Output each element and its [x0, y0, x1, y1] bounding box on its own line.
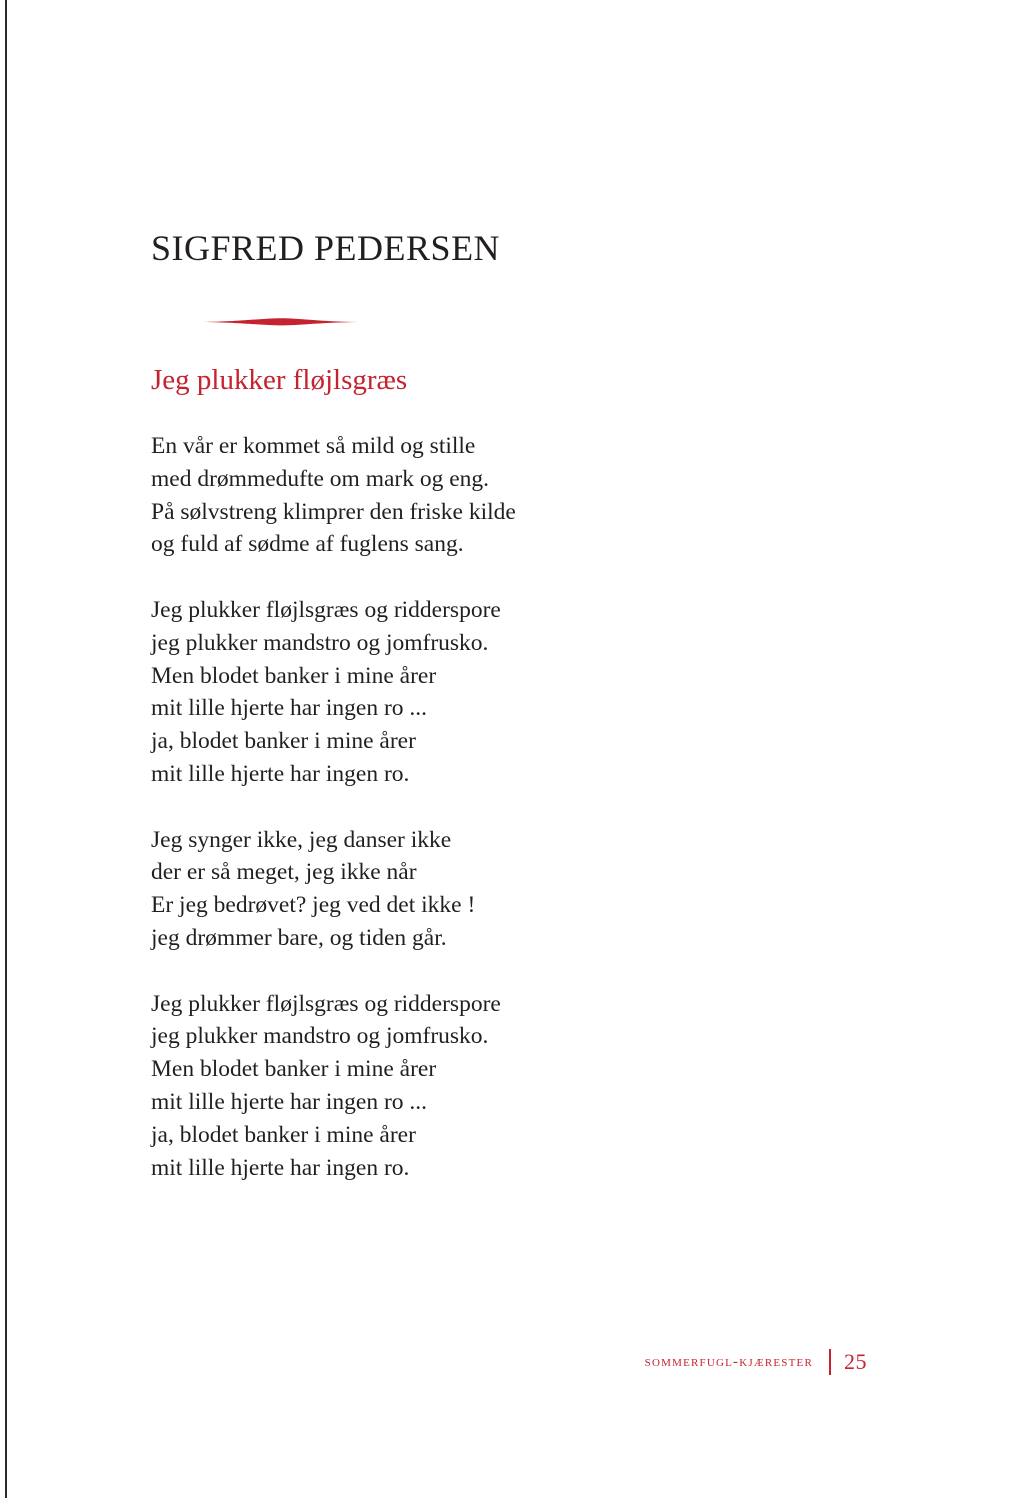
poem-body	[151, 430, 711, 1184]
red-flourish-divider-icon	[203, 312, 358, 332]
poem-line: Men blodet banker i mine årer	[151, 1056, 437, 1083]
poem-line: Jeg synger ikke, jeg danser ikke	[151, 826, 452, 853]
stanza	[151, 988, 711, 1185]
page-footer	[645, 1349, 867, 1375]
poem-line: mit lille hjerte har ingen ro.	[151, 760, 410, 787]
poem-title: Jeg plukker fløjlsgræs	[151, 364, 408, 396]
running-head: sommerfugl-kjærester	[644, 1353, 813, 1370]
footer-separator	[829, 1349, 831, 1375]
poem-line: med drømmedufte om mark og eng.	[151, 465, 490, 492]
poem-line: jeg plukker mandstro og jomfrusko.	[151, 1023, 489, 1050]
poem-line: der er så meget, jeg ikke når	[151, 859, 417, 886]
poem-line: mit lille hjerte har ingen ro.	[151, 1154, 410, 1181]
poem-line: mit lille hjerte har ingen ro ...	[151, 1088, 428, 1115]
stanza	[151, 824, 711, 955]
poem-line: En vår er kommet så mild og stille	[151, 433, 476, 459]
poem-line: ja, blodet banker i mine årer	[151, 728, 416, 755]
poem-line: ja, blodet banker i mine årer	[151, 1121, 416, 1148]
author-name: SIGFRED PEDERSEN	[151, 228, 501, 268]
poem-line: Jeg plukker fløjlsgræs og ridderspore	[151, 596, 501, 623]
page-number: 25	[844, 1349, 867, 1374]
poem-line: og fuld af sødme af fuglens sang.	[151, 531, 464, 558]
poem-line: jeg plukker mandstro og jomfrusko.	[151, 629, 489, 656]
poem-line: Er jeg bedrøvet? jeg ved det ikke !	[151, 892, 476, 919]
stanza	[151, 594, 711, 791]
stanza	[151, 430, 711, 561]
poem-line: Jeg plukker fløjlsgræs og ridderspore	[151, 990, 501, 1017]
poem-line: Men blodet banker i mine årer	[151, 662, 437, 689]
poem-line: jeg drømmer bare, og tiden går.	[151, 924, 447, 951]
page-edge-line	[5, 0, 7, 1498]
poem-line: mit lille hjerte har ingen ro ...	[151, 695, 428, 722]
poem-line: På sølvstreng klimprer den friske kilde	[151, 498, 516, 525]
